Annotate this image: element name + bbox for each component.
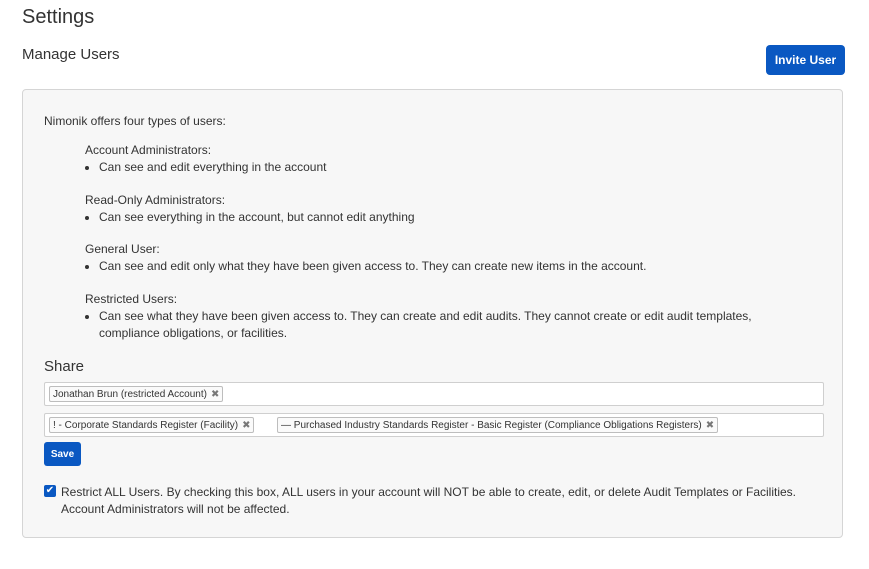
page-title: Settings [22, 6, 95, 28]
user-types-panel [22, 89, 843, 538]
user-type-desc: • Can see and edit everything in the account [99, 159, 326, 176]
user-type-title: Restricted Users: [85, 292, 178, 306]
restrict-all-checkbox[interactable]: ✔ [45, 485, 55, 496]
remove-tag-icon[interactable]: ✖ [210, 389, 220, 400]
tag-label: Jonathan Brun (restricted Account) [53, 389, 207, 400]
user-type-desc: • Can see everything in the account, but cannot edit anything [99, 209, 415, 226]
remove-tag-icon[interactable]: ✖ [705, 420, 715, 431]
user-type-desc: • Can see what they have been given access to. They can create and edit audits. They cannot create or edit audit templates, compliance obligations, or facilities. [99, 308, 815, 342]
user-type-title: General User: [85, 242, 160, 256]
share-label: Share [44, 358, 85, 375]
resource-tag [49, 417, 254, 433]
user-type-restricted [85, 291, 815, 342]
user-type-title: Account Administrators: [85, 143, 212, 157]
user-type-readonly-admin [85, 192, 415, 226]
restrict-all-label: Restrict ALL Users. By checking this box, ALL users in your account will NOT be able to create, edit, or delete Audit Templates or Facilities. Account Administrators will not be affected. [61, 485, 797, 516]
intro-text: Nimonik offers four types of users: [44, 114, 226, 128]
save-button[interactable]: Save [44, 442, 81, 466]
remove-tag-icon[interactable]: ✖ [242, 420, 251, 431]
user-type-desc: • Can see and edit only what they have been given access to. They can create new items in the account. [99, 258, 646, 275]
user-type-general [85, 241, 646, 275]
share-resources-input[interactable] [44, 413, 824, 437]
user-type-account-admin [85, 142, 326, 176]
user-type-title: Read-Only Administrators: [85, 193, 226, 207]
tag-label: — Purchased Industry Standards Register - Basic Register (Compliance Obligations Registers) [281, 420, 702, 431]
invite-user-button[interactable]: Invite User [766, 45, 845, 75]
resource-tag [277, 417, 718, 433]
section-title: Manage Users [22, 46, 120, 63]
tag-label: ! - Corporate Standards Register (Facility) [53, 420, 239, 431]
user-tag [49, 386, 223, 402]
share-users-input[interactable] [44, 382, 824, 406]
